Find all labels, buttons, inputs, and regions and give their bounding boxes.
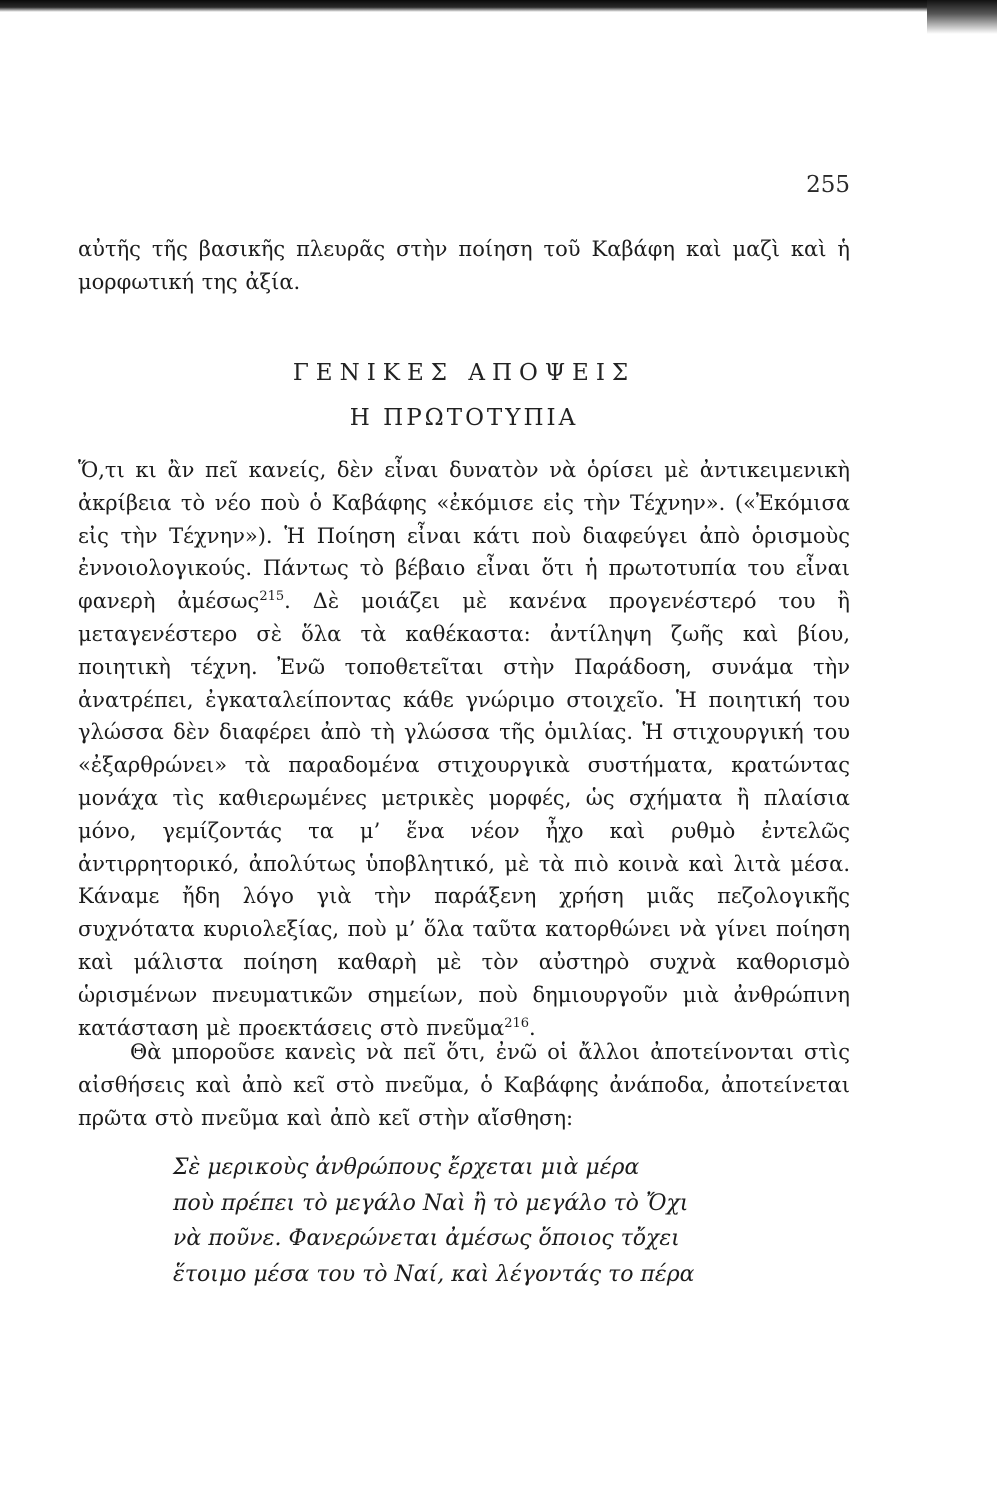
poem-line: Σὲ μερικοὺς ἀνθρώπους ἔρχεται μιὰ μέρα bbox=[173, 1155, 640, 1180]
scan-corner-shadow bbox=[927, 0, 997, 34]
second-paragraph: Θὰ μποροῦσε κανεὶς νὰ πεῖ ὅτι, ἐνῶ οἱ ἄλλοι ἀποτείνονται στὶς αἰσθήσεις καὶ ἀπὸ κεῖ στὸ πνεῦμα, ὁ Καβάφης ἀνάποδα, ἀποτείνεται πρῶτα στὸ πνεῦμα καὶ ἀπὸ κεῖ στὴν αἴσθηση: bbox=[78, 1040, 850, 1130]
poem-line: ποὺ πρέπει τὸ μεγάλο Ναὶ ἢ τὸ μεγάλο τὸ Ὄχι bbox=[173, 1190, 689, 1216]
main-paragraph-part2: . Δὲ μοιάζει μὲ κανένα προγενέστερό του ἢ μεταγενέστερο σὲ ὅλα τὰ καθέκαστα: ἀντίληψη ζωῆς καὶ βίου, ποιητικὴ τέχνη. Ἐνῶ τοποθετεῖται στὴν Παράδοση, συνάμα τὴν ἀνατρέπει, ἐγκαταλείποντας κάθε γνώριμο στοιχεῖο. Ἡ ποιητική του γλώσσα δὲν διαφέρει ἀπὸ τὴ γλώσσα τῆς ὁμιλίας. Ἡ στιχουργική του «ἐξαρθρώνει» τὰ παραδομένα στιχουργικὰ συστήματα, κρατώντας μονάχα τὶς καθιερωμένες μετρικὲς μορφές, ὡς σχήματα ἢ πλαίσια μόνο, γεμίζοντάς τα μ’ ἕνα νέον ἦχο καὶ ρυθμὸ ἐντελῶς ἀντιρρητορικό, ἀπολύτως ὑποβλητικό, μὲ τὰ πιὸ κοινὰ καὶ λιτὰ μέσα. Κάναμε ἤδη λόγο γιὰ τὴν παράξενη χρήση μιᾶς πεζολογικῆς συχνότατα κυριολεξίας, ποὺ μ’ ὅλα ταῦτα κατορθώνει νὰ γίνει ποίηση καὶ μάλιστα ποίηση καθαρὴ μὲ τὸν αὐστηρὸ συχνὰ καθορισμὸ ὡρισμένων πνευματικῶν σημείων, ποὺ δημιουργοῦν μιὰ ἀνθρώπινη κατάσταση μὲ προεκτάσεις στὸ πνεῦμα bbox=[78, 589, 850, 1040]
main-paragraph-part3: . bbox=[529, 1015, 536, 1040]
section-heading-originality: Η ΠΡΩΤΟΤΥΠΙΑ bbox=[349, 405, 579, 431]
poem-line: νὰ ποῦνε. Φανερώνεται ἀμέσως ὅποιος τὄχει bbox=[173, 1226, 680, 1251]
main-paragraph-part1: Ὅ,τι κι ἂν πεῖ κανείς, δὲν εἶναι δυνατὸν νὰ ὁρίσει μὲ ἀντικειμενικὴ ἀκρίβεια τὸ νέο ποὺ ὁ Καβάφης «ἐκόμισε εἰς τὴν Τέχνην». («Ἐκόμισα εἰς τὴν Τέχνην»). Ἡ Ποίηση εἶναι κάτι ποὺ διαφεύγει ἀπὸ ὁρισμοὺς ἐννοιολογικούς. Πάντως τὸ βέβαιο εἶναι ὅτι ἡ πρωτοτυπία του εἶναι φανερὴ ἀμέσως bbox=[78, 458, 850, 614]
book-page bbox=[78, 0, 850, 1500]
page-number: 255 bbox=[806, 172, 850, 198]
intro-paragraph: αὐτῆς τῆς βασικῆς πλευρᾶς στὴν ποίηση τοῦ Καβάφη καὶ μαζὶ καὶ ἡ μορφωτική της ἀξία. bbox=[78, 237, 850, 294]
poem-line: ἕτοιμο μέσα του τὸ Ναί, καὶ λέγοντάς το πέρα bbox=[173, 1261, 695, 1287]
poem-quote bbox=[173, 1150, 853, 1292]
footnote-ref-215: 215 bbox=[259, 589, 285, 605]
main-paragraph bbox=[78, 454, 850, 1044]
section-heading-general: ΓΕΝΙΚΕΣ ΑΠΟΨΕΙΣ bbox=[292, 360, 636, 386]
footnote-ref-216: 216 bbox=[504, 1015, 530, 1031]
